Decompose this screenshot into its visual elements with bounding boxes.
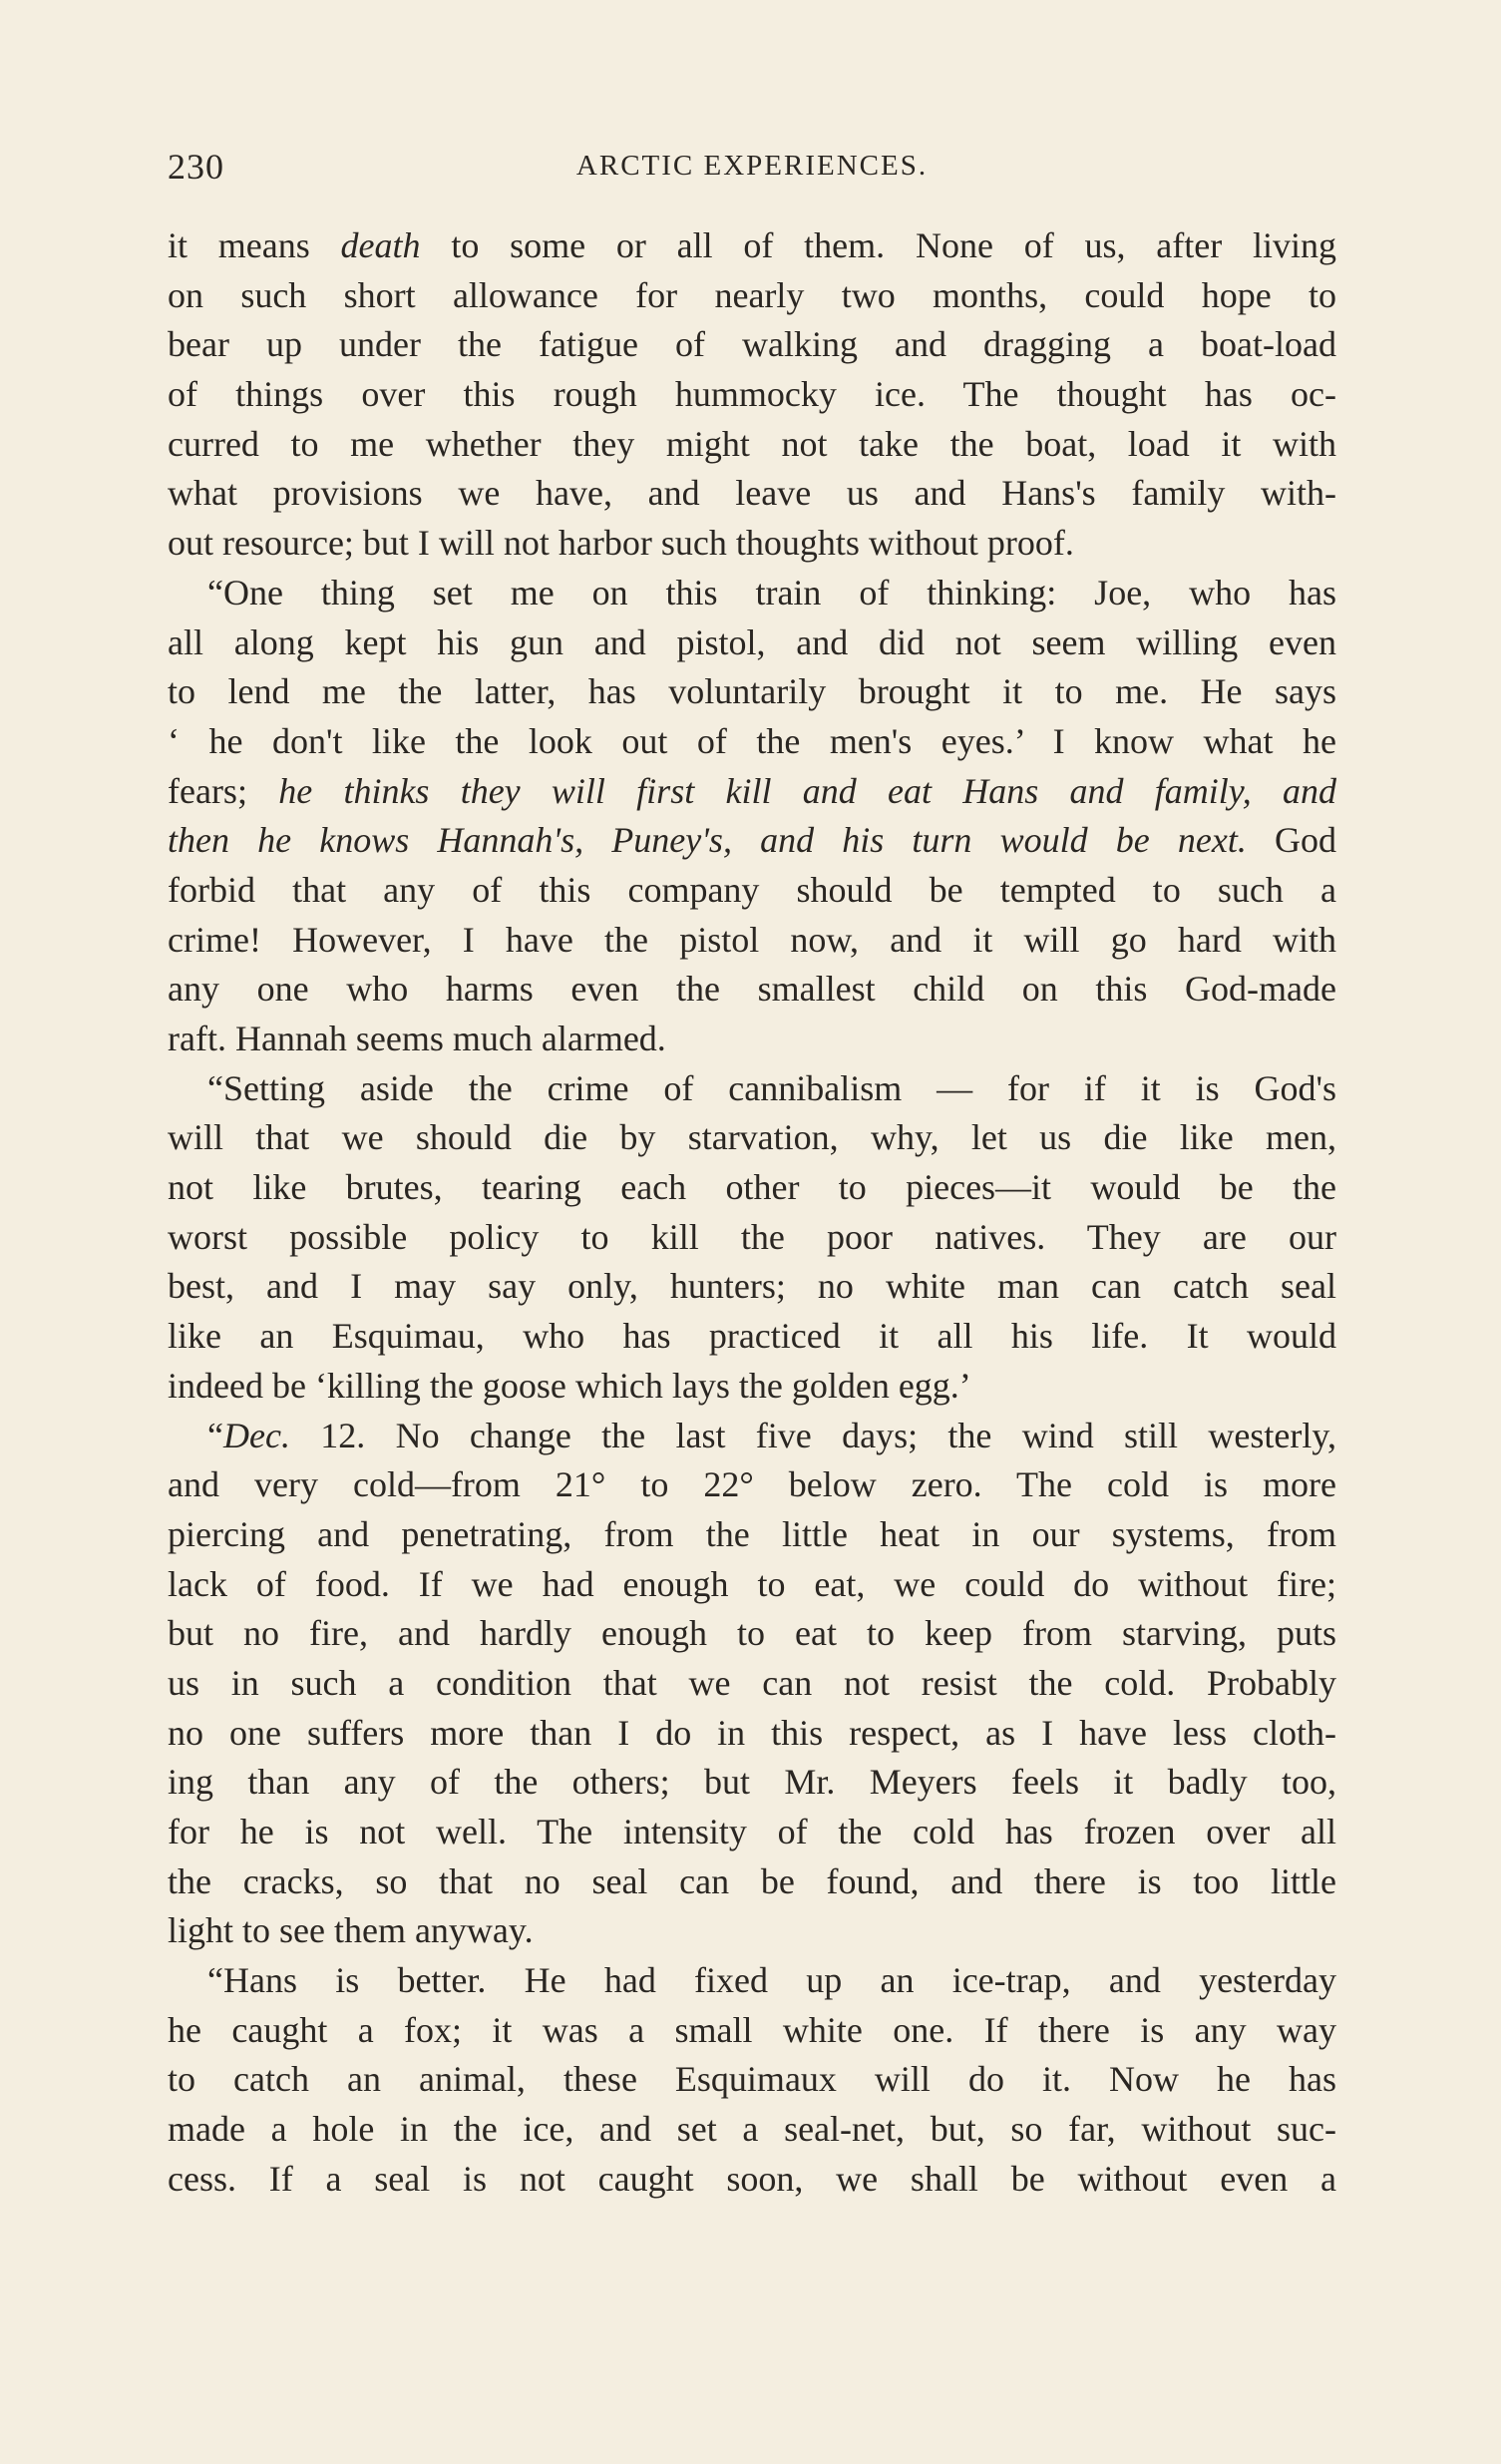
text-line [168, 767, 1336, 817]
text-line [168, 965, 1336, 1015]
text-segment: God [1246, 820, 1337, 861]
text-segment: made a hole in the ice, and set a seal-net, but, so far, without suc- [168, 2109, 1336, 2150]
text-line [168, 2055, 1336, 2105]
text-segment: out resource; but I will not harbor such thoughts without proof. [168, 523, 1074, 564]
text-line [168, 1113, 1336, 1163]
italic-text: then he knows Hannah's, Puney's, and his turn would be next. [168, 820, 1247, 861]
italic-text: he thinks they will first kill and eat Hans and family, and [278, 770, 1336, 811]
text-segment: fears; [168, 770, 279, 811]
text-segment: not like brutes, tearing each other to pieces—it would be the [168, 1167, 1336, 1208]
text-segment: like an Esquimau, who has practiced it all his life. It would [168, 1316, 1336, 1357]
text-line [168, 1857, 1336, 1907]
text-segment: to catch an animal, these Esquimaux will do it. Now he has [168, 2059, 1336, 2100]
text-segment: what provisions we have, and leave us and Hans's family with- [168, 473, 1336, 514]
text-segment: worst possible policy to kill the poor natives. They are our [168, 1216, 1336, 1257]
text-line [168, 1064, 1336, 1114]
text-line [168, 717, 1336, 767]
text-segment: of things over this rough hummocky ice. The thought has oc- [168, 374, 1336, 415]
text-line [168, 866, 1336, 916]
text-line [168, 320, 1336, 370]
text-line [168, 1808, 1336, 1857]
text-line [168, 816, 1336, 866]
text-line [168, 1956, 1336, 2006]
text-line [168, 1262, 1336, 1312]
text-segment: all along kept his gun and pistol, and did not seem willing even [168, 621, 1336, 662]
text-segment: ing than any of the others; but Mr. Meyers feels it badly too, [168, 1762, 1336, 1803]
running-title: ARCTIC EXPERIENCES. [575, 150, 929, 182]
text-line [168, 370, 1336, 420]
text-segment: forbid that any of this company should be tempted to such a [168, 869, 1336, 910]
page-header [168, 146, 1336, 196]
text-segment: and very cold—from 21° to 22° below zero. The cold is more [168, 1464, 1336, 1505]
text-segment: ‘ he don't like the look out of the men's eyes.’ I know what he [168, 720, 1336, 761]
text-line [168, 420, 1336, 470]
text-line [168, 2105, 1336, 2155]
page-number: 230 [168, 147, 224, 187]
text-line [168, 2006, 1336, 2056]
text-line [168, 1213, 1336, 1263]
text-segment: any one who harms even the smallest child on this God-made [168, 969, 1336, 1010]
text-segment: “One thing set me on this train of thinking: Joe, who has [207, 572, 1336, 613]
text-segment: cess. If a seal is not caught soon, we shall be without even a [168, 2158, 1336, 2199]
text-line [168, 1163, 1336, 1213]
text-segment: raft. Hannah seems much alarmed. [168, 1019, 666, 1058]
text-segment: lack of food. If we had enough to eat, we could do without fire; [168, 1563, 1336, 1604]
text-line [168, 271, 1336, 321]
text-line [168, 618, 1336, 668]
text-line [168, 1460, 1336, 1510]
text-segment: the cracks, so that no seal can be found, and there is too little [168, 1860, 1336, 1901]
text-segment: it means [168, 225, 341, 265]
text-segment: no one suffers more than I do in this respect, as I have less cloth- [168, 1712, 1336, 1753]
text-segment: he caught a fox; it was a small white one. If there is any way [168, 2009, 1336, 2050]
text-line [168, 1560, 1336, 1610]
text-line [168, 2155, 1336, 2205]
text-line [168, 916, 1336, 966]
text-line [168, 469, 1336, 519]
text-line [168, 1412, 1336, 1461]
text-segment: to some or all of them. None of us, after living [420, 225, 1336, 265]
text-segment: “ [207, 1415, 223, 1455]
text-segment: crime! However, I have the pistol now, and it will go hard with [168, 919, 1336, 960]
text-segment: best, and I may say only, hunters; no white man can catch seal [168, 1266, 1336, 1307]
text-segment: to lend me the latter, has voluntarily brought it to me. He says [168, 671, 1336, 712]
text-segment: but no fire, and hardly enough to eat to keep from starving, puts [168, 1613, 1336, 1654]
text-segment: for he is not well. The intensity of the cold has frozen over all [168, 1812, 1336, 1851]
text-segment: on such short allowance for nearly two months, could hope to [168, 274, 1336, 315]
text-line [168, 1758, 1336, 1808]
text-line [168, 667, 1336, 717]
text-line [168, 1609, 1336, 1659]
text-line [168, 1362, 1336, 1412]
text-segment: indeed be ‘killing the goose which lays the golden egg.’ [168, 1365, 971, 1406]
text-segment: 12. No change the last five days; the wind still westerly, [289, 1415, 1336, 1455]
text-segment: light to see them anyway. [168, 1910, 534, 1951]
text-line [168, 1906, 1336, 1956]
text-line [168, 1659, 1336, 1709]
text-segment: “Hans is better. He had fixed up an ice-trap, and yesterday [207, 1960, 1336, 2001]
italic-text: Dec. [222, 1415, 290, 1455]
body-text [168, 221, 1336, 2205]
text-segment: piercing and penetrating, from the little heat in our systems, from [168, 1513, 1336, 1554]
text-segment: curred to me whether they might not take the boat, load it with [168, 423, 1336, 464]
text-segment: us in such a condition that we can not resist the cold. Probably [168, 1662, 1336, 1703]
text-line [168, 1709, 1336, 1759]
text-line [168, 1015, 1336, 1064]
text-segment: “Setting aside the crime of cannibalism — for if it is God's [207, 1067, 1336, 1108]
text-line [168, 1312, 1336, 1362]
text-segment: will that we should die by starvation, why, let us die like men, [168, 1117, 1336, 1158]
text-segment: bear up under the fatigue of walking and dragging a boat-load [168, 324, 1336, 365]
italic-text: death [340, 225, 421, 265]
text-line [168, 519, 1336, 569]
text-line [168, 569, 1336, 618]
text-line [168, 221, 1336, 271]
text-line [168, 1510, 1336, 1560]
